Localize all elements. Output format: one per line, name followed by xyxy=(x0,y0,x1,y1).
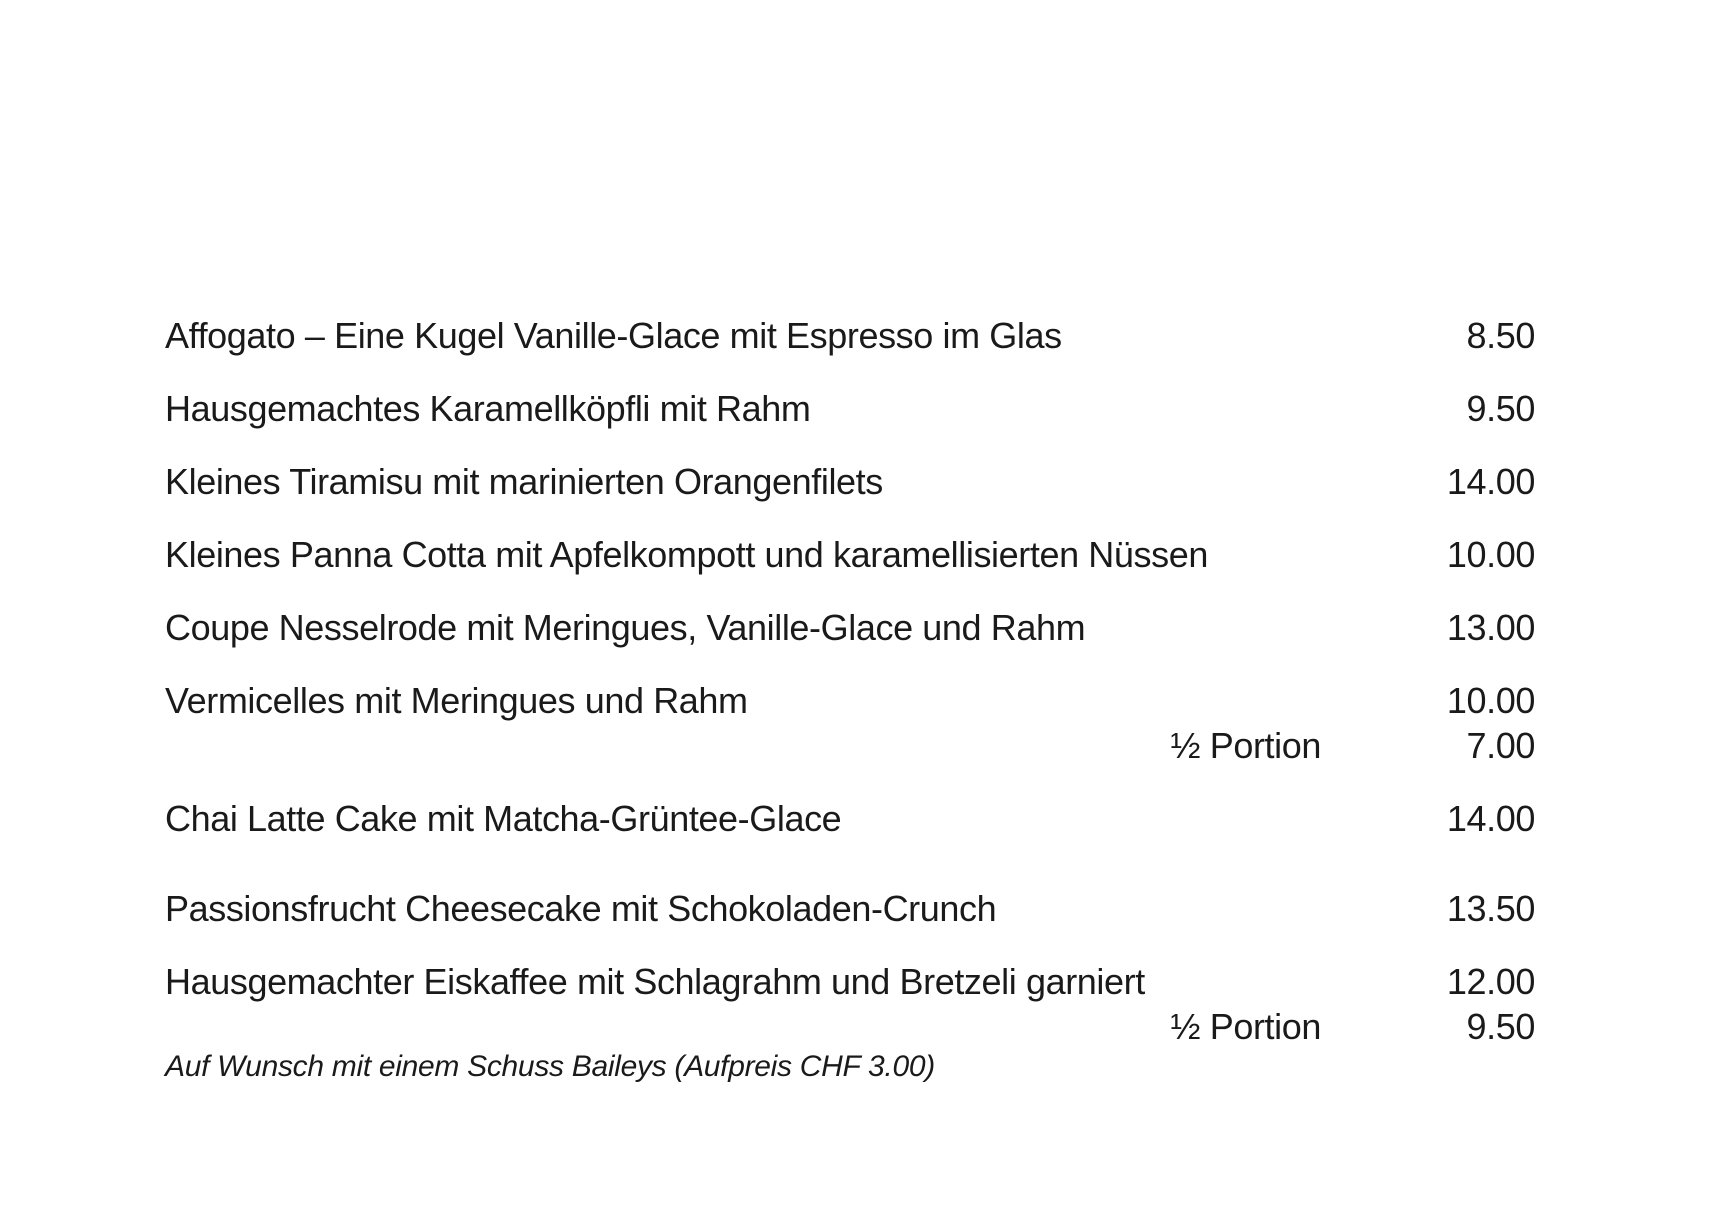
half-portion-label: ½ Portion xyxy=(1170,725,1321,766)
menu-item-eiskaffee xyxy=(165,962,1535,1002)
dessert-menu xyxy=(165,310,1535,1085)
item-name: Affogato – Eine Kugel Vanille-Glace mit Espresso im Glas xyxy=(165,315,1062,356)
item-price: 9.50 xyxy=(1466,388,1535,429)
menu-item-karamellkoepfli xyxy=(165,389,1535,429)
item-name: Kleines Tiramisu mit marinierten Orangenfilets xyxy=(165,461,883,502)
item-name: Passionsfrucht Cheesecake mit Schokoladen-Crunch xyxy=(165,888,997,929)
half-portion-price: 9.50 xyxy=(1466,1006,1535,1047)
item-price: 14.00 xyxy=(1446,461,1535,502)
item-price: 13.50 xyxy=(1446,888,1535,929)
item-name: Kleines Panna Cotta mit Apfelkompott und karamellisierten Nüssen xyxy=(165,534,1208,575)
item-name: Vermicelles mit Meringues und Rahm xyxy=(165,680,748,721)
item-price: 14.00 xyxy=(1446,798,1535,839)
item-price: 12.00 xyxy=(1446,961,1535,1002)
item-name: Hausgemachter Eiskaffee mit Schlagrahm und Bretzeli garniert xyxy=(165,961,1145,1002)
item-name: Hausgemachtes Karamellköpfli mit Rahm xyxy=(165,388,811,429)
half-portion-row xyxy=(165,1007,1535,1047)
item-price: 13.00 xyxy=(1446,607,1535,648)
menu-item-chai-latte-cake xyxy=(165,799,1535,839)
half-portion-label: ½ Portion xyxy=(1170,1006,1321,1047)
menu-item-panna-cotta xyxy=(165,535,1535,575)
item-price: 10.00 xyxy=(1446,534,1535,575)
menu-item-tiramisu xyxy=(165,462,1535,502)
item-price: 8.50 xyxy=(1466,315,1535,356)
menu-item-coupe-nesselrode xyxy=(165,608,1535,648)
menu-item-cheesecake xyxy=(165,889,1535,929)
item-name: Coupe Nesselrode mit Meringues, Vanille-Glace und Rahm xyxy=(165,607,1086,648)
half-portion-row xyxy=(165,726,1535,766)
menu-item-vermicelles xyxy=(165,681,1535,721)
baileys-note: Auf Wunsch mit einem Schuss Baileys (Aufpreis CHF 3.00) xyxy=(165,1050,935,1083)
half-portion-price: 7.00 xyxy=(1466,725,1535,766)
item-price: 10.00 xyxy=(1446,680,1535,721)
item-name: Chai Latte Cake mit Matcha-Grüntee-Glace xyxy=(165,798,842,839)
menu-item-affogato xyxy=(165,316,1535,356)
